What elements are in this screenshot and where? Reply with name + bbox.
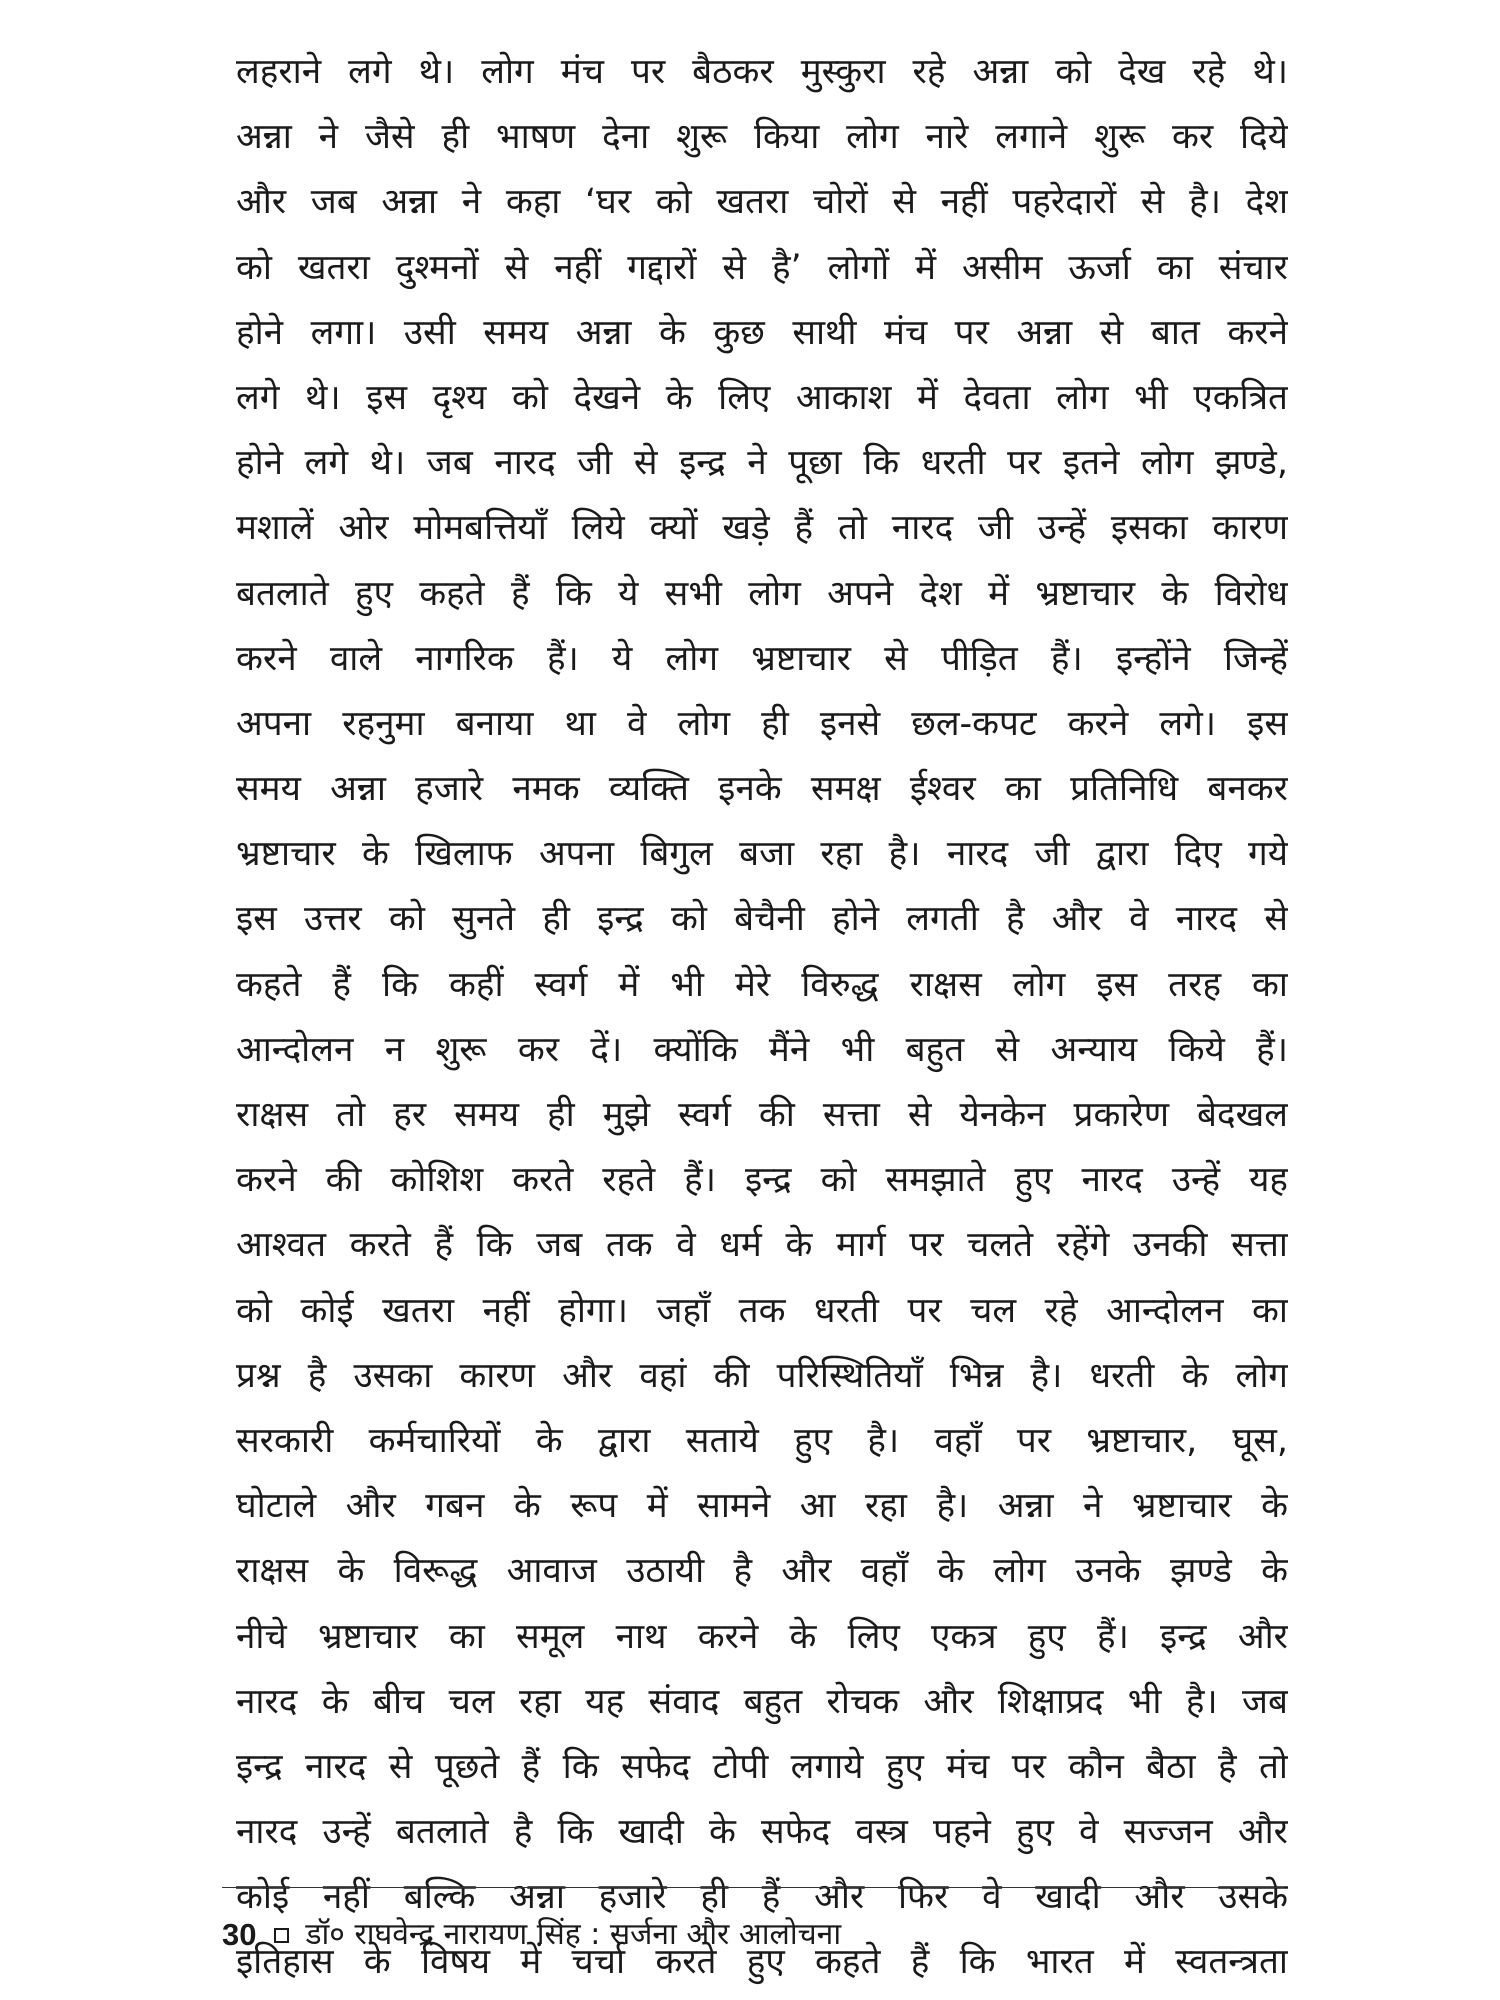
- page-number: 30: [222, 1917, 257, 1952]
- body-line: समय अन्ना हजारे नमक व्यक्ति इनके समक्ष ईश्वर का प्रतिनिधि बनकर: [236, 769, 1288, 810]
- running-head: डॉ० राघवेन्द्र नारायण सिंह : सर्जना और आलोचना: [305, 1917, 842, 1952]
- body-line: करने की कोशिश करते रहते हैं। इन्द्र को समझाते हुए नारद उन्हें यह: [236, 1160, 1288, 1201]
- body-line: को कोई खतरा नहीं होगा। जहाँ तक धरती पर चल रहे आन्दोलन का: [236, 1290, 1288, 1331]
- body-line: करने वाले नागरिक हैं। ये लोग भ्रष्टाचार से पीड़ित हैं। इन्होंने जिन्हें: [236, 638, 1288, 679]
- body-line: इस उत्तर को सुनते ही इन्द्र को बेचैनी होने लगती है और वे नारद से: [236, 899, 1288, 940]
- page-footer: [222, 1915, 841, 1955]
- body-line: नारद उन्हें बतलाते है कि खादी के सफेद वस्त्र पहने हुए वे सज्जन और: [236, 1812, 1288, 1853]
- body-line: और जब अन्ना ने कहा ‘घर को खतरा चोरों से नहीं पहरेदारों से है। देश: [236, 182, 1288, 223]
- body-text: [236, 40, 1288, 1996]
- body-line: आश्वत करते हैं कि जब तक वे धर्म के मार्ग पर चलते रहेंगे उनकी सत्ता: [236, 1225, 1288, 1266]
- body-line: को खतरा दुश्मनों से नहीं गद्दारों से है’ लोगों में असीम ऊर्जा का संचार: [236, 247, 1288, 288]
- body-line: अपना रहनुमा बनाया था वे लोग ही इनसे छल-कपट करने लगे। इस: [236, 703, 1288, 744]
- body-line: बतलाते हुए कहते हैं कि ये सभी लोग अपने देश में भ्रष्टाचार के विरोध: [236, 573, 1288, 614]
- body-line: घोटाले और गबन के रूप में सामने आ रहा है। अन्ना ने भ्रष्टाचार के: [236, 1486, 1288, 1527]
- body-line: इतिहास के विषय में चर्चा करते हुए कहते हैं कि भारत में स्वतन्त्रता: [236, 1942, 1288, 1983]
- body-line: आन्दोलन न शुरू कर दें। क्योंकि मैंने भी बहुत से अन्याय किये हैं।: [236, 1029, 1288, 1070]
- body-line: होने लगा। उसी समय अन्ना के कुछ साथी मंच पर अन्ना से बात करने: [236, 312, 1288, 353]
- body-line: अन्ना ने जैसे ही भाषण देना शुरू किया लोग नारे लगाने शुरू कर दिये: [236, 117, 1288, 158]
- body-line: सरकारी कर्मचारियों के द्वारा सताये हुए है। वहाँ पर भ्रष्टाचार, घूस,: [236, 1420, 1288, 1461]
- body-line: नीचे भ्रष्टाचार का समूल नाथ करने के लिए एकत्र हुए हैं। इन्द्र और: [236, 1616, 1288, 1657]
- body-line: लगे थे। इस दृश्य को देखने के लिए आकाश में देवता लोग भी एकत्रित: [236, 377, 1288, 418]
- body-line: कहते हैं कि कहीं स्वर्ग में भी मेरे विरुद्ध राक्षस लोग इस तरह का: [236, 964, 1288, 1005]
- body-line: भ्रष्टाचार के खिलाफ अपना बिगुल बजा रहा है। नारद जी द्वारा दिए गये: [236, 834, 1288, 875]
- body-line: प्रश्न है उसका कारण और वहां की परिस्थितियाँ भिन्न है। धरती के लोग: [236, 1355, 1288, 1396]
- body-line: राक्षस के विरूद्ध आवाज उठायी है और वहाँ के लोग उनके झण्डे के: [236, 1551, 1288, 1592]
- square-bullet-icon: [274, 1928, 289, 1943]
- body-line: नारद के बीच चल रहा यह संवाद बहुत रोचक और शिक्षाप्रद भी है। जब: [236, 1681, 1288, 1722]
- body-line: मशालें ओर मोमबत्तियाँ लिये क्यों खड़े हैं तो नारद जी उन्हें इसका कारण: [236, 508, 1288, 549]
- body-line: होने लगे थे। जब नारद जी से इन्द्र ने पूछा कि धरती पर इतने लोग झण्डे,: [236, 443, 1288, 484]
- body-line: राक्षस तो हर समय ही मुझे स्वर्ग की सत्ता से येनकेन प्रकारेण बेदखल: [236, 1095, 1288, 1135]
- body-line: कोई नहीं बल्कि अन्ना हजारे ही हैं और फिर वे खादी और उसके: [236, 1877, 1288, 1918]
- body-line: लहराने लगे थे। लोग मंच पर बैठकर मुस्कुरा रहे अन्ना को देख रहे थे।: [236, 52, 1288, 92]
- footer-divider: [222, 1887, 1284, 1888]
- body-line: इन्द्र नारद से पूछते हैं कि सफेद टोपी लगाये हुए मंच पर कौन बैठा है तो: [236, 1746, 1288, 1787]
